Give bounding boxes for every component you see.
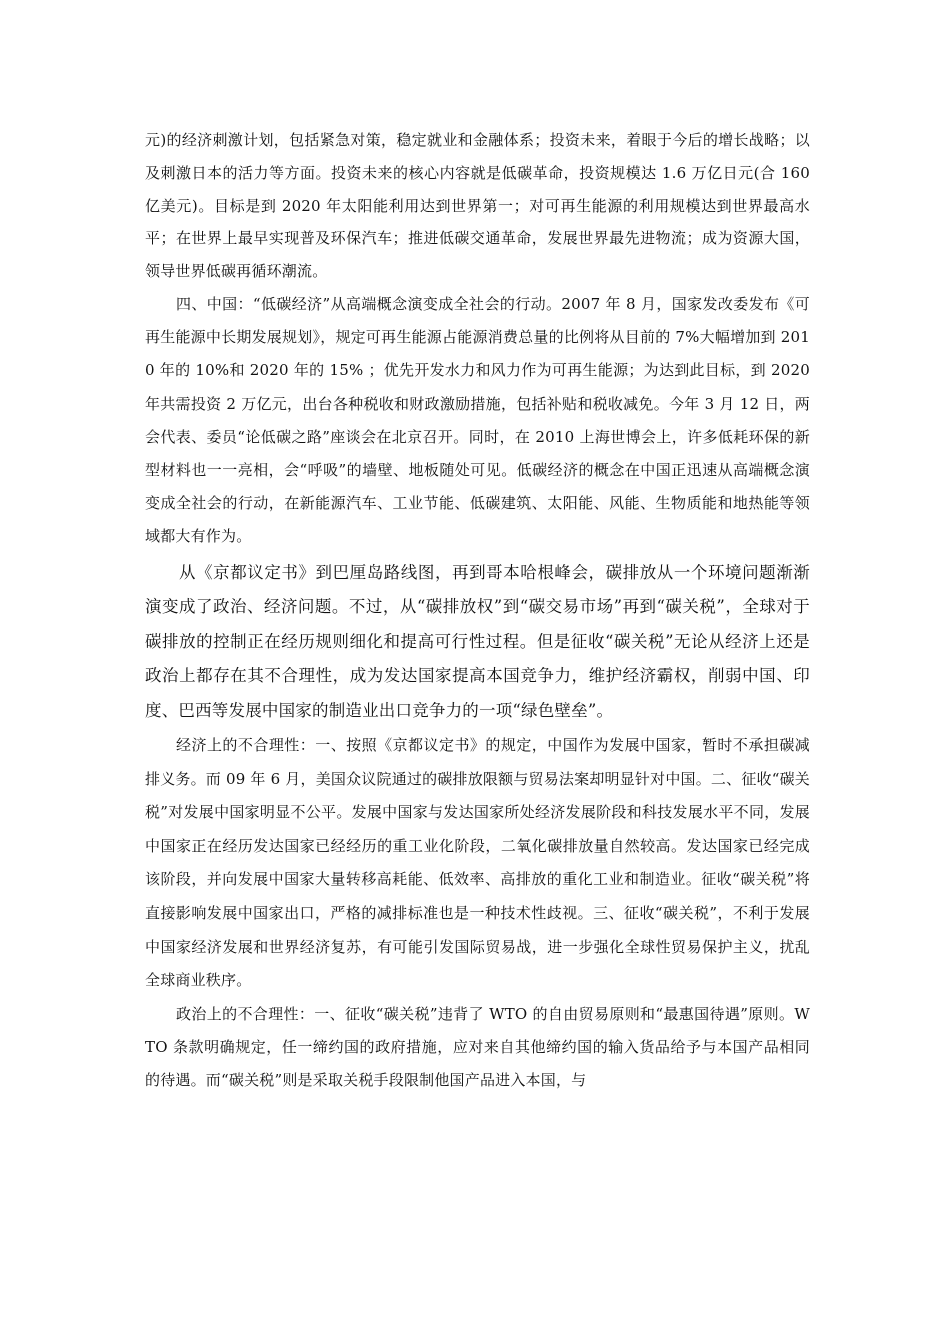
paragraph-japan-stimulus-plan: 元)的经济刺激计划，包括紧急对策，稳定就业和金融体系；投资未来，着眼于今后的增长战略；以及刺激日本的活力等方面。投资未来的核心内容就是低碳革命，投资规模达 1.6 万亿日元(合 160 亿美元)。目标是到 2020 年太阳能利用达到世界第一；对可再生能源的利用规模达到世界最高水平；在世界上最早实现普及环保汽车；推进低碳交通革命，发展世界最先进物流；成为资源大国，领导世界低碳再循环潮流。 (145, 131, 810, 281)
paragraph-carbon-tariff-overview: 从《京都议定书》到巴厘岛路线图，再到哥本哈根峰会，碳排放从一个环境问题渐渐演变成了政治、经济问题。不过，从“碳排放权”到“碳交易市场”再到“碳关税”，全球对于碳排放的控制正在经历规则细化和提高可行性过程。但是征收“碳关税”无论从经济上还是政治上都存在其不合理性，成为发达国家提高本国竞争力，维护经济霸权，削弱中国、印度、巴西等发展中国家的制造业出口竞争力的一项“绿色壁垒”。 (145, 562, 810, 720)
paragraph-economic-irrationality: 经济上的不合理性：一、按照《京都议定书》的规定，中国作为发展中国家，暂时不承担碳减排义务。而 09 年 6 月，美国众议院通过的碳排放限额与贸易法案却明显针对中国。二、征收“碳关税”对发展中国家明显不公平。发展中国家与发达国家所处经济发展阶段和科技发展水平不同，发展中国家正在经历发达国家已经经历的重工业化阶段，二氧化碳排放量自然较高。发达国家已经完成该阶段，并向发展中国家大量转移高耗能、低效率、高排放的重化工业和制造业。征收“碳关税”将直接影响发展中国家出口，严格的减排标准也是一种技术性歧视。三、征收“碳关税”，不利于发展中国家经济发展和世界经济复苏，有可能引发国际贸易战，进一步强化全球性贸易保护主义，扰乱全球商业秩序。 (145, 736, 810, 990)
paragraph-china-low-carbon: 四、中国：“低碳经济”从高端概念演变成全社会的行动。2007 年 8 月，国家发改委发布《可再生能源中长期发展规划》，规定可再生能源占能源消费总量的比例将从目前的 7%大幅增加到 2010 年的 10%和 2020 年的 15% ；优先开发水力和风力作为可再生能源；为达到此目标，到 2020 年共需投资 2 万亿元，出台各种税收和财政激励措施，包括补贴和税收减免。今年 3 月 12 日，两会代表、委员“论低碳之路”座谈会在北京召开。同时，在 2010 上海世博会上，许多低耗环保的新型材料也一一亮相，会“呼吸”的墙壁、地板随处可见。低碳经济的概念在中国正迅速从高端概念演变成全社会的行动，在新能源汽车、工业节能、低碳建筑、太阳能、风能、生物质能和地热能等领域都大有作为。 (145, 294, 810, 546)
document-body (145, 124, 810, 1097)
paragraph-political-irrationality: 政治上的不合理性：一、征收“碳关税”违背了 WTO 的自由贸易原则和“最惠国待遇”原则。WTO 条款明确规定，任一缔约国的政府措施，应对来自其他缔约国的输入货品给予与本国产品相同的待遇。而“碳关税”则是采取关税手段限制他国产品进入本国，与 (145, 1004, 810, 1090)
